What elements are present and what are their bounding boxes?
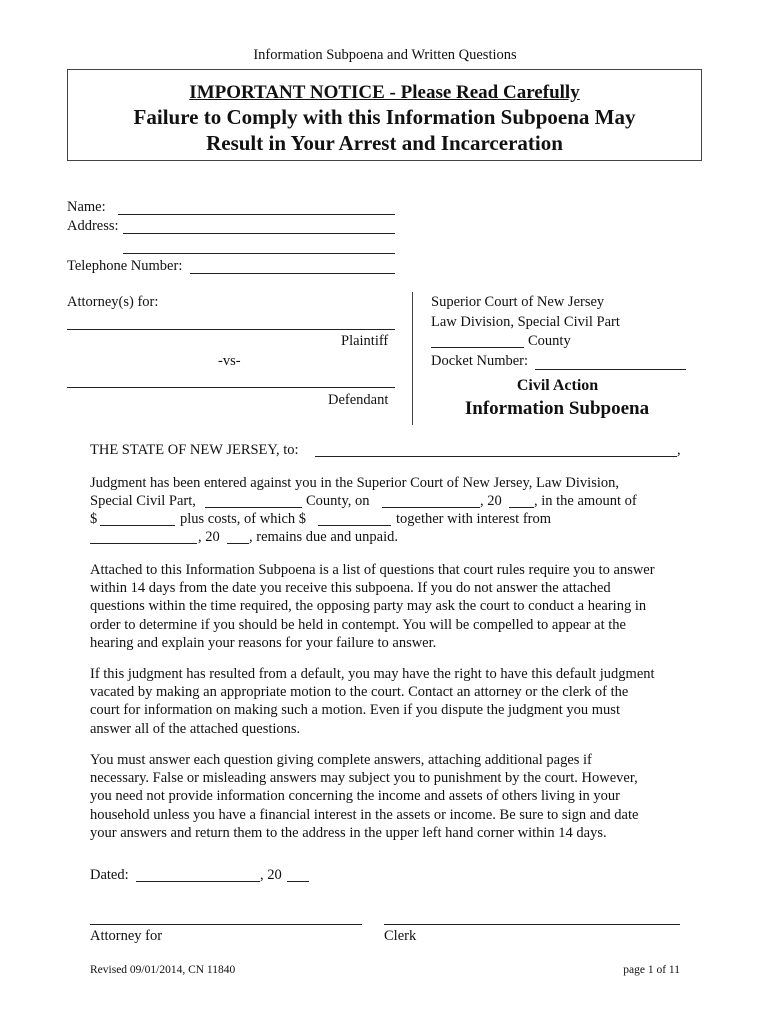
paragraph-line: Attached to this Information Subpoena is a list of questions that court rules require you to answer [90,562,655,578]
paragraph-line: order to determine if you should be held in contempt. You will be compelled to appear at the [90,616,626,633]
paragraph-line: answer all of the attached questions. [90,720,301,737]
judgment-county-on-label: County, on [306,493,370,509]
paragraph-default-judgment [90,665,690,738]
name-field[interactable] [118,214,395,215]
judgment-county-field[interactable] [205,507,302,508]
important-notice-box [67,69,702,161]
versus-label: -vs- [218,353,241,369]
paragraph-line: vacated by making an appropriate motion to the court. Contact an attorney or the clerk of the [90,684,629,701]
paragraph-line: household unless you have a financial interest in the assets or income. Be sure to sign and date [90,806,639,823]
paragraph-answer-deadline [90,561,690,652]
clerk-signature-label: Clerk [384,928,417,944]
state-of-nj-label: THE STATE OF NEW JERSEY, to: [90,442,299,458]
judgment-year-prefix: , 20 [480,493,502,509]
judgment-special-civil-part: Special Civil Part, [90,493,196,509]
attorney-signature-line[interactable] [90,924,362,925]
judgment-interest-label: together with interest from [396,511,552,527]
page-number: page 1 of 11 [623,964,680,976]
notice-warning-line1: Failure to Comply with this Information Subpoena May [133,105,636,129]
recipient-name-field[interactable] [315,456,677,457]
paragraph-line: If this judgment has resulted from a default, you may have the right to have this default judgment [90,666,655,682]
paragraph-line: hearing and explain your reasons for your failure to answer. [90,634,437,651]
address-label: Address: [67,218,119,234]
plaintiff-label: Plaintiff [341,333,389,349]
paragraph-line: court for information on making such a motion. Even if you dispute the judgment you must [90,702,620,719]
information-subpoena-heading: Information Subpoena [464,398,650,419]
paragraph-line: questions within the time required, the opposing party may ask the court to conduct a hearing in [90,598,647,615]
judgment-amount-field[interactable] [100,525,175,526]
civil-action-heading: Civil Action [516,377,599,394]
paragraph-line: You must answer each question giving complete answers, attaching additional pages if [90,752,592,768]
judgment-year-field[interactable] [509,507,534,508]
docket-number-field[interactable] [535,369,686,370]
defendant-label: Defendant [328,392,389,408]
name-label: Name: [67,199,106,215]
clerk-signature-line[interactable] [384,924,680,925]
county-field[interactable] [431,347,524,348]
judgment-date-field[interactable] [382,507,480,508]
judgment-dollar-sign: $ [90,511,98,527]
attorney-for-label: Attorney(s) for: [67,294,159,310]
notice-heading: IMPORTANT NOTICE - Please Read Carefully [189,82,580,103]
paragraph-line: necessary. False or misleading answers may subject you to punishment by the court. However, [90,770,638,787]
dated-field[interactable] [136,881,260,882]
plaintiff-name-field[interactable] [67,329,395,330]
paragraph-line: you need not provide information concerning the income and assets of others living in your [90,788,620,805]
state-line-comma: , [677,442,681,458]
paragraph-line: within 14 days from the date you receive this subpoena. If you do not answer the attached [90,580,611,597]
court-division: Law Division, Special Civil Part [431,314,620,330]
address-field-line2[interactable] [123,253,395,254]
judgment-line1: Judgment has been entered against you in the Superior Court of New Jersey, Law Division, [90,475,619,491]
docket-number-label: Docket Number: [431,353,529,369]
telephone-field[interactable] [190,273,395,274]
court-name: Superior Court of New Jersey [431,294,605,310]
defendant-name-field[interactable] [67,387,395,388]
notice-warning-line2: Result in Your Arrest and Incarceration [206,131,563,155]
caption-divider [412,292,413,425]
judgment-amount-label: , in the amount of [534,493,637,509]
county-label: County [528,333,571,349]
remains-due-label: , remains due and unpaid. [249,529,398,545]
attorney-for-signature-label: Attorney for [90,928,163,944]
judgment-due-amount-field[interactable] [318,525,391,526]
address-field-line1[interactable] [123,233,395,234]
interest-from-date-field[interactable] [90,543,197,544]
judgment-costs-label: plus costs, of which $ [180,511,307,527]
dated-year-field[interactable] [287,881,309,882]
dated-label: Dated: [90,867,129,883]
telephone-label: Telephone Number: [67,258,183,274]
paragraph-answer-instructions [90,751,690,842]
revision-note: Revised 09/01/2014, CN 11840 [90,964,236,976]
dated-year-prefix: , 20 [260,867,282,883]
document-header-title: Information Subpoena and Written Questions [253,47,517,63]
paragraph-line: your answers and return them to the address in the upper left hand corner within 14 days. [90,824,607,841]
interest-year-prefix: , 20 [198,529,220,545]
interest-year-field[interactable] [227,543,249,544]
